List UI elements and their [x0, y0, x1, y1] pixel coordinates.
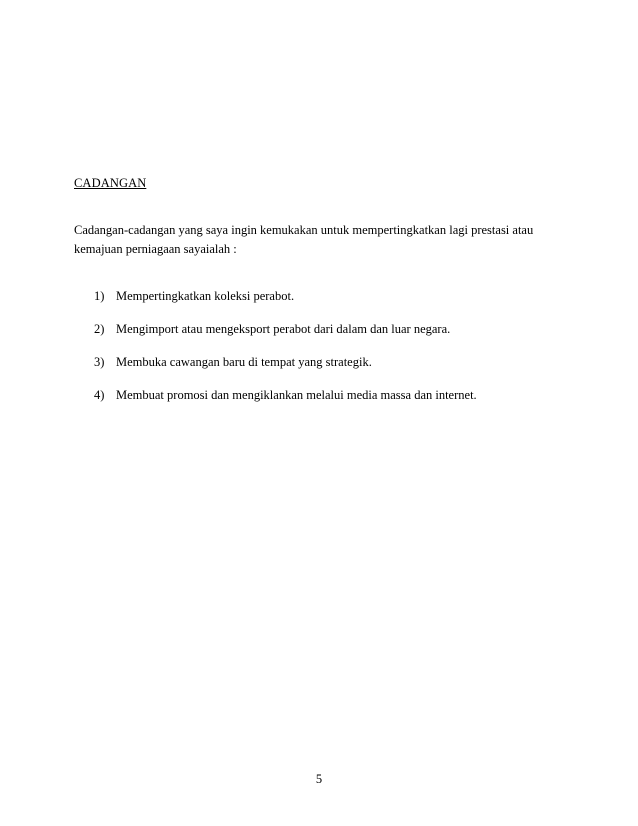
list-item-number: 4)	[94, 388, 105, 402]
suggestion-list	[74, 287, 574, 419]
page-number: 5	[315, 772, 323, 786]
list-item-number: 3)	[94, 355, 105, 369]
list-item	[74, 353, 574, 386]
list-item	[74, 386, 574, 419]
list-item-text: Membuat promosi dan mengiklankan melalui media massa dan internet.	[116, 388, 477, 402]
intro-paragraph	[74, 221, 564, 259]
list-item-text: Membuka cawangan baru di tempat yang strategik.	[116, 355, 372, 369]
list-item	[74, 320, 574, 353]
list-item-text: Mengimport atau mengeksport perabot dari dalam dan luar negara.	[116, 322, 451, 336]
intro-line-1: Cadangan-cadangan yang saya ingin kemukakan untuk mempertingkatkan lagi prestasi atau	[74, 223, 534, 237]
list-item	[74, 287, 574, 320]
list-item-number: 2)	[94, 322, 105, 336]
section-heading: CADANGAN	[74, 176, 147, 190]
list-item-number: 1)	[94, 289, 105, 303]
list-item-text: Mempertingkatkan koleksi perabot.	[116, 289, 295, 303]
intro-line-2: kemajuan perniagaan sayaialah :	[74, 242, 237, 256]
